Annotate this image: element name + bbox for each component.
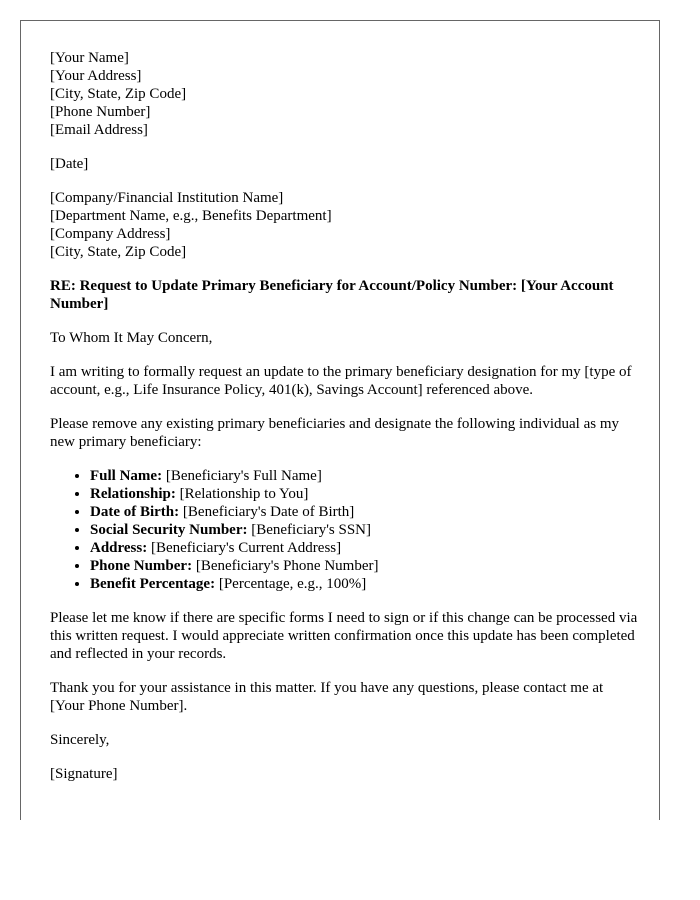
detail-label: Relationship: <box>90 486 176 502</box>
recipient-company: [Company/Financial Institution Name] <box>50 190 284 206</box>
beneficiary-details-list <box>50 467 640 593</box>
detail-value: [Beneficiary's Date of Birth] <box>179 504 355 520</box>
recipient-department: [Department Name, e.g., Benefits Department] <box>50 208 332 224</box>
detail-value: [Relationship to You] <box>175 486 309 502</box>
list-item <box>90 503 640 521</box>
detail-value: [Beneficiary's Phone Number] <box>192 558 379 574</box>
sender-email: [Email Address] <box>50 122 148 138</box>
letter-content <box>50 49 640 799</box>
subject-line: RE: Request to Update Primary Beneficiary for Account/Policy Number: [Your Account Number] <box>50 278 614 312</box>
detail-value: [Beneficiary's Current Address] <box>147 540 342 556</box>
list-item <box>90 557 640 575</box>
date-block <box>50 155 640 173</box>
detail-label: Address: <box>90 540 148 556</box>
list-item <box>90 539 640 557</box>
list-item <box>90 521 640 539</box>
list-item <box>90 575 640 593</box>
closing: Sincerely, <box>50 732 110 748</box>
list-item <box>90 467 640 485</box>
detail-label: Social Security Number: <box>90 522 248 538</box>
signature: [Signature] <box>50 766 118 782</box>
letter-date: [Date] <box>50 156 89 172</box>
letter-page <box>20 20 660 820</box>
detail-value: [Beneficiary's Full Name] <box>162 468 322 484</box>
recipient-address: [Company Address] <box>50 226 171 242</box>
recipient-block <box>50 189 640 261</box>
sender-block <box>50 49 640 139</box>
sender-address: [Your Address] <box>50 68 142 84</box>
detail-value: [Beneficiary's SSN] <box>247 522 371 538</box>
detail-label: Date of Birth: <box>90 504 180 520</box>
sender-city-state-zip: [City, State, Zip Code] <box>50 86 187 102</box>
recipient-city-state-zip: [City, State, Zip Code] <box>50 244 187 260</box>
detail-label: Benefit Percentage: <box>90 576 216 592</box>
list-item <box>90 485 640 503</box>
detail-value: [Percentage, e.g., 100%] <box>215 576 367 592</box>
sender-name: [Your Name] <box>50 50 129 66</box>
request-paragraph: Please remove any existing primary beneficiaries and designate the following individual as my new primary beneficiary: <box>50 416 620 450</box>
thanks-paragraph: Thank you for your assistance in this matter. If you have any questions, please contact me at [Your Phone Number]. <box>50 680 604 714</box>
forms-paragraph: Please let me know if there are specific forms I need to sign or if this change can be processed via this written request. I would appreciate written confirmation once this update has been completed and reflected in your records. <box>50 610 638 662</box>
detail-label: Phone Number: <box>90 558 193 574</box>
sender-phone: [Phone Number] <box>50 104 151 120</box>
intro-paragraph: I am writing to formally request an update to the primary beneficiary designation for my [type of account, e.g., Life Insurance Policy, 401(k), Savings Account] referenced above. <box>50 364 632 398</box>
detail-label: Full Name: <box>90 468 163 484</box>
salutation: To Whom It May Concern, <box>50 330 213 346</box>
